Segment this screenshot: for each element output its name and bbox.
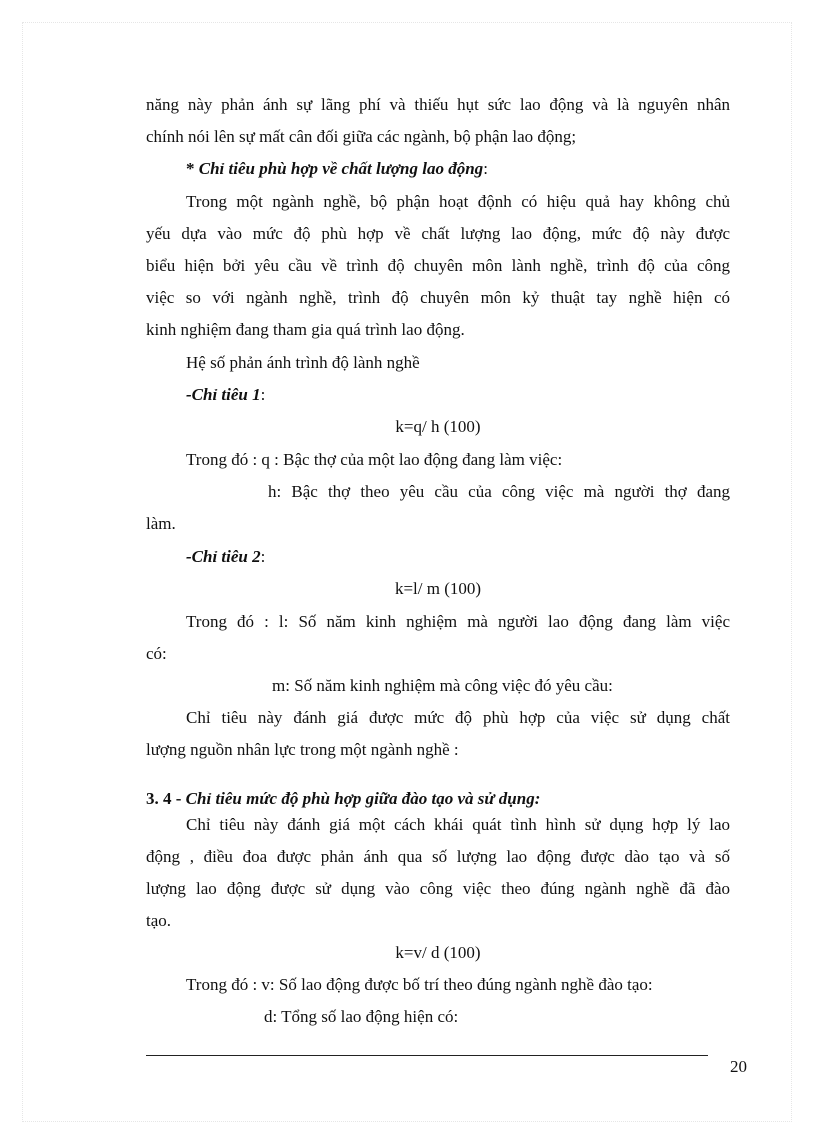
criterion-colon: : [260,385,266,404]
criterion-label: -Chỉ tiêu 1 [186,385,261,404]
page-number: 20 [730,1057,747,1076]
criterion-heading [186,547,770,567]
formula-where: d: Tổng số lao động hiện có: [264,1007,459,1026]
text-line: làm. [146,514,176,533]
text-line: chính nói lên sự mất cân đối giữa các ngành, bộ phận lao động; [146,127,577,146]
text-line: việc so với ngành nghề, trình độ chuyên môn kỷ thuật tay nghề hiện có [146,288,730,307]
criterion-heading [186,385,770,405]
section-number: 3. 4 - [146,789,186,808]
text-line: Trong một ngành nghề, bộ phận hoạt độnh có hiệu quả hay không chủ [186,192,730,211]
footer-rule [146,1055,708,1056]
section-title: Chỉ tiêu mức độ phù hợp giữa đào tạo và sử dụng: [185,789,541,808]
text-line: có: [146,644,167,663]
criterion-label: -Chỉ tiêu 2 [186,547,261,566]
text-line: lượng lao động được sử dụng vào công việc theo đúng ngành nghề đã đào [146,879,730,898]
text-line: yếu dựa vào mức độ phù hợp về chất lượng lao động, mức độ này được [146,224,730,243]
text-line: Hệ số phản ánh trình độ lành nghề [186,353,420,372]
heading-text: Chỉ tiêu phù hợp về chất lượng lao động [198,159,484,178]
heading-colon: : [483,159,488,178]
section-heading [186,159,770,179]
formula-where: Trong đó : q : Bậc thợ của một lao động đang làm việc: [186,450,563,469]
text-line: Chỉ tiêu này đánh giá một cách khái quát tình hình sử dụng hợp lý lao [186,815,730,834]
heading-bullet: * [186,159,199,178]
text-line: năng này phản ánh sự lãng phí và thiếu hụt sức lao động và là nguyên nhân [146,95,730,114]
text-line: động , điều đoa được phản ánh qua số lượng lao động được dào tạo và số [146,847,730,866]
formula: k=q/ h (100) [395,417,481,436]
section-heading [146,789,730,809]
formula: k=v/ d (100) [395,943,481,962]
formula: k=l/ m (100) [394,579,482,598]
text-line: tạo. [146,911,172,930]
formula-where: h: Bậc thợ theo yêu cầu của công việc mà người thợ đang [268,482,730,501]
formula-where: m: Số năm kinh nghiệm mà công việc đó yêu cầu: [272,676,613,695]
text-line: kinh nghiệm đang tham gia quá trình lao động. [146,320,465,339]
text-line: Chỉ tiêu này đánh giá được mức độ phù hợp của việc sử dụng chất [186,708,730,727]
text-line: lượng nguồn nhân lực trong một ngành nghề : [146,740,459,759]
text-line: biểu hiện bởi yêu cầu về trình độ chuyên môn lành nghề, trình độ của công [146,256,730,275]
formula-where: Trong đó : v: Số lao động được bố trí theo đúng ngành nghề đào tạo: [186,975,653,994]
criterion-colon: : [260,547,266,566]
formula-where: Trong đó : l: Số năm kinh nghiệm mà người lao động đang làm việc [186,612,730,631]
